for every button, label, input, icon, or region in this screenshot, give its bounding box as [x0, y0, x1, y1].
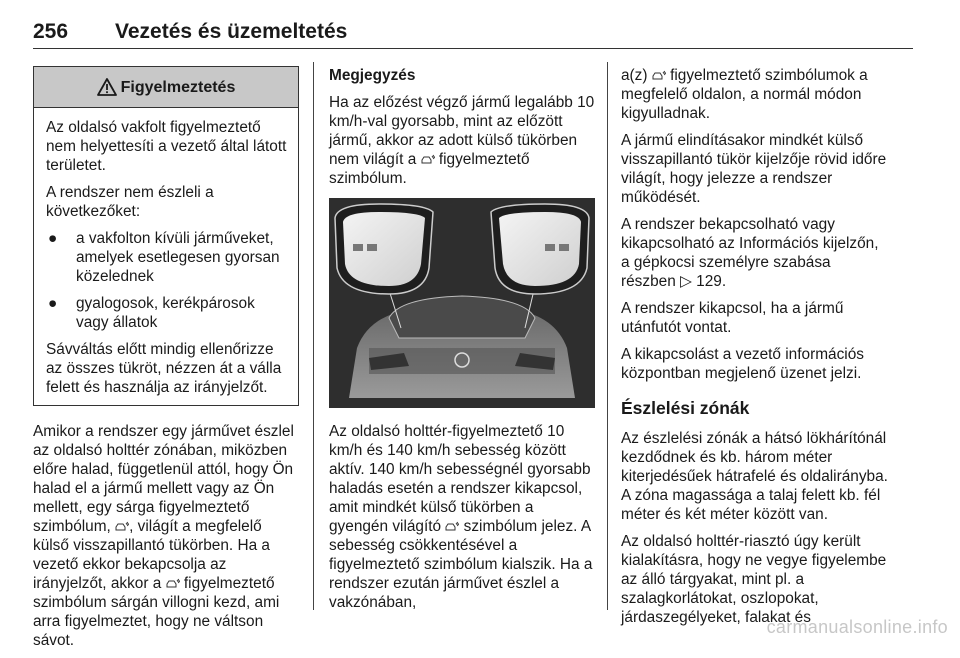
page-header	[33, 12, 913, 52]
text-run: A rendszer bekapcsolható vagy kikapcsolható az Információs kijelzőn, a gépkocsi személyre szabása részben	[621, 216, 879, 290]
bullet-text: a vakfolton kívüli járműveket, amelyek esetlegesen gyorsan közelednek	[76, 230, 280, 285]
warning-triangle-icon	[97, 78, 117, 96]
blind-spot-car-icon	[652, 70, 666, 81]
body-paragraph	[33, 422, 299, 650]
text-run: figyelmeztető szimbólum.	[329, 151, 530, 187]
warning-body	[34, 108, 298, 405]
text-run: szimbólum jelez. A sebesség csökkentésével a figyelmeztető szimbólum kialszik. Ha a rendszer ezután járművet észlel a vakzónában,	[329, 518, 593, 611]
section-heading: Észlelési zónák	[621, 398, 750, 418]
header-divider	[33, 48, 913, 49]
text-run: figyelmeztető szimbólumok a megfelelő oldalon, a normál módon kigyulladnak.	[621, 67, 868, 122]
bullet-dot-icon: ●	[48, 295, 58, 312]
page-title: Vezetés és üzemeltetés	[115, 20, 348, 43]
column-3	[621, 66, 889, 635]
blind-spot-car-icon	[115, 521, 129, 532]
mirror-illustration	[329, 198, 595, 408]
bullet-dot-icon: ●	[48, 230, 58, 247]
text-run: Ha az előzést végző jármű legalább 10 km/h-val gyorsabb, mint az előzött jármű, akkor az adott külső tükörben nem világít a	[329, 94, 595, 168]
warning-paragraph: Az oldalsó vakfolt figyelmeztető nem helyettesíti a vezető által látott területet.	[46, 119, 287, 174]
text-run: .	[721, 273, 727, 290]
blind-spot-car-icon	[421, 154, 435, 165]
body-paragraph: A kikapcsolást a vezető információs központban megjelenő üzenet jelzi.	[621, 346, 864, 382]
body-paragraph: A rendszer kikapcsol, ha a jármű utánfutót vontat.	[621, 300, 844, 336]
warning-paragraph: Sávváltás előtt mindig ellenőrizze az összes tükröt, nézzen át a válla felett és használja az irányjelzőt.	[46, 341, 282, 396]
body-paragraph: Az oldalsó holttér-riasztó úgy került kialakításra, hogy ne vegye figyelembe az álló tárgyakat, mint pl. a szalagkorlátokat, oszlopokat, járdaszegélyeket, falakat és	[621, 533, 887, 626]
page-reference-link[interactable]: 129	[696, 273, 722, 290]
text-run: figyelmeztető szimbólum sárgán villogni kezd, ami arra figyelmeztet, hogy ne váltson sávot.	[33, 575, 280, 649]
body-paragraph	[329, 422, 595, 612]
page-number: 256	[33, 20, 69, 43]
column-divider	[313, 62, 314, 610]
warning-box	[33, 66, 299, 406]
note-label: Megjegyzés	[329, 67, 416, 84]
warning-title: Figyelmeztetés	[120, 78, 236, 96]
text-run: Az oldalsó holttér-figyelmeztető 10 km/h és 140 km/h sebesség között aktív. 140 km/h sebességnél gyorsabb haladás esetén a rendszer kikapcsol, amit mindkét külső tükörben a gyengén világító	[329, 423, 591, 535]
column-divider	[607, 62, 608, 610]
watermark: carmanualsonline.info	[766, 617, 948, 637]
text-run: a(z)	[621, 67, 648, 84]
text-run: , világít a megfelelő külső visszapillantó tükörben. Ha a vezető ekkor bekapcsolja az irányjelzőt, akkor a	[33, 518, 270, 592]
warning-bullet	[46, 294, 288, 332]
bullet-text: gyalogosok, kerékpárosok vagy állatok	[76, 295, 255, 331]
mirror-illustration-graphic	[329, 198, 595, 408]
text-run: Amikor a rendszer egy járművet észlel az oldalsó holttér zónában, miközben előre halad, függetlenül attól, hogy Ön halad el a jármű mellett vagy az Ön mellett, egy sárga figyelmeztető szimbólum,	[33, 423, 294, 535]
body-paragraph	[621, 215, 889, 291]
blind-spot-car-icon	[445, 521, 459, 532]
page-reference-arrow-icon: ▷	[680, 273, 692, 290]
warning-header	[34, 67, 298, 108]
body-paragraph	[621, 66, 889, 123]
column-1	[33, 66, 299, 658]
body-paragraph: A jármű elindításakor mindkét külső visszapillantó tükör kijelzője rövid időre világít, hogy jelezze a rendszer működését.	[621, 132, 887, 206]
warning-paragraph: A rendszer nem észleli a következőket:	[46, 184, 214, 220]
column-2	[329, 66, 595, 620]
note-paragraph	[329, 93, 595, 188]
body-paragraph: Az észlelési zónák a hátsó lökhárítónál kezdődnek és kb. három méter kiterjedésűek hátrafelé és oldalirányba. A zóna magassága a talaj felett kb. fél méter és két méter között van.	[621, 430, 888, 523]
warning-bullet	[46, 229, 288, 286]
blind-spot-car-icon	[166, 578, 180, 589]
